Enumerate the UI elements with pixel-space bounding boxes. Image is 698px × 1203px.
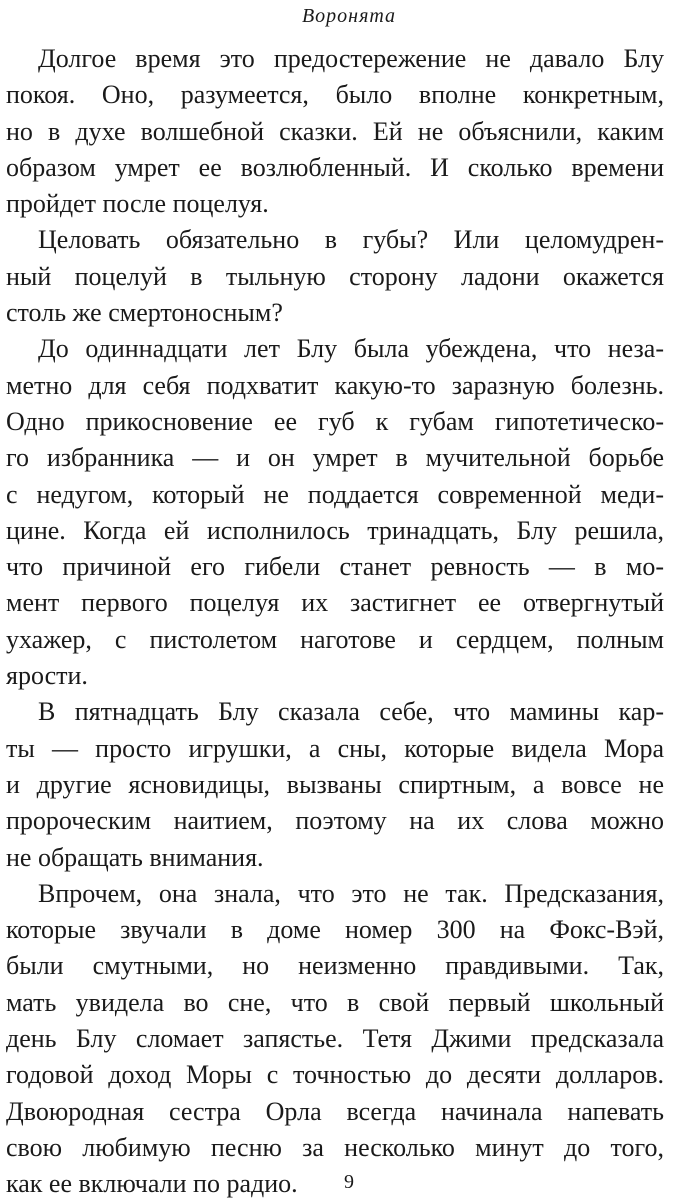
paragraph-1 [6, 41, 664, 222]
paragraph-3 [6, 331, 664, 694]
text-line: мент первого поцелуя их застигнет ее отвергнутый [6, 588, 664, 618]
text-line: До одиннадцати лет Блу была убеждена, что неза- [38, 334, 664, 364]
text-line: с недугом, который не поддается современной меди- [6, 479, 664, 509]
text-line: го избранника — и он умрет в мучительной борьбе [6, 443, 664, 473]
text-line: но в духе волшебной сказки. Ей не объяснили, каким [6, 116, 664, 146]
text-line: ярости. [6, 661, 88, 691]
paragraph-4 [6, 694, 664, 875]
running-header: Воронята [301, 5, 397, 27]
text-line: Двоюродная сестра Орла всегда начинала напевать [6, 1096, 664, 1126]
page-body [6, 41, 664, 1203]
text-line: В пятнадцать Блу сказала себе, что мамины кар- [38, 697, 664, 727]
text-line: пророческим наитием, поэтому на их слова можно [6, 806, 664, 836]
text-line: день Блу сломает запястье. Тетя Джими предсказала [6, 1024, 664, 1054]
text-line: столь же смертоносным? [6, 298, 283, 328]
text-line: Одно прикосновение ее губ к губам гипотетическо- [6, 406, 664, 436]
text-line: пройдет после поцелуя. [6, 189, 269, 219]
text-line: образом умрет ее возлюбленный. И сколько времени [6, 152, 664, 182]
text-line: как ее включали по радио. [6, 1169, 298, 1199]
text-line: Долгое время это предостережение не давало Блу [38, 44, 664, 73]
paragraph-5 [6, 876, 664, 1203]
text-line: что причиной его гибели станет ревность — в мо- [6, 552, 664, 582]
text-line: метно для себя подхватит какую-то заразную болезнь. [6, 370, 664, 400]
text-line: свою любимую песню за несколько минут до того, [6, 1132, 664, 1162]
text-line: цине. Когда ей исполнилось тринадцать, Блу решила, [6, 515, 664, 545]
page-number: 9 [344, 1171, 354, 1193]
text-line: мать увидела во сне, что в свой первый школьный [6, 987, 664, 1017]
text-line: Целовать обязательно в губы? Или целомудрен- [38, 225, 664, 255]
paragraph-2 [6, 222, 664, 331]
text-line: ный поцелуй в тыльную сторону ладони окажется [6, 261, 664, 291]
text-line: покоя. Оно, разумеется, было вполне конкретным, [6, 80, 664, 110]
text-line: ты — просто игрушки, а сны, которые видела Мора [6, 733, 664, 763]
text-line: годовой доход Моры с точностью до десяти долларов. [6, 1060, 664, 1090]
text-line: были смутными, но неизменно правдивыми. Так, [6, 951, 664, 981]
text-line: не обращать внимания. [6, 842, 264, 872]
text-line: которые звучали в доме номер 300 на Фокс-Вэй, [6, 915, 664, 945]
text-line: Впрочем, она знала, что это не так. Предсказания, [38, 878, 664, 908]
text-line: и другие ясновидицы, вызваны спиртным, а вовсе не [6, 769, 664, 799]
text-line: ухажер, с пистолетом наготове и сердцем, полным [6, 624, 664, 654]
